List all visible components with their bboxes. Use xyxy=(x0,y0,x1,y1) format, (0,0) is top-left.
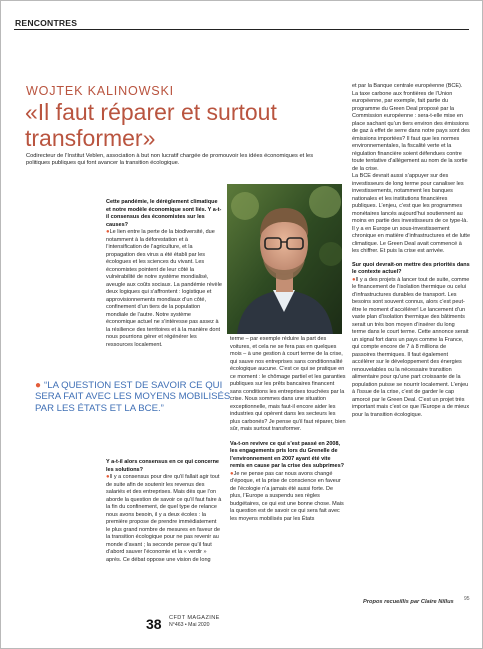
headline: «Il faut réparer et surtout transformer» xyxy=(25,99,277,151)
portrait-illustration xyxy=(227,184,342,334)
question-3: Va-t-on revivre ce qui s’est passé en 2008, les engagements pris lors du Grenelle de l’environnement en 2007 ayant été vite remis en cause par la crise des subprimes? xyxy=(230,440,345,469)
answer-2: ●Il y a consensus pour dire qu’il fallait agir tout de suite afin de soutenir les revenus des salariés et des entreprises. Mais dès que l’on aborde la question de savoir ce qu’il faut faire à la fin du confinement, de quel type de relance nous avons besoin, il y a deux écoles : la première propose de prendre immédiatement le plus grand nombre de mesures en faveur de la transition écologique pour ne pas revenir au monde d’avant ; la seconde pense qu’il faut d’abord sauver l’économie et la « verdir » après. Ce débat oppose une vision de long xyxy=(106,474,222,563)
answer-3-continued: et par la Banque centrale européenne (BCE). La taxe carbone aux frontières de l’Union européenne, par exemple, fait partie du programme du Green Deal proposé par la Commission européenne : sera-t-elle mise en place sachant qu’un tiers environ des émissions de gaz à effet de serre dans notre pays sont des émissions importées? Il faut que les normes environnementales, la fiscalité verte et la régulation financière soient défendues contre toute tentative d’allègement au nom de la sortie de la crise. xyxy=(352,83,470,172)
section-rubric: RENCONTRES xyxy=(15,18,78,28)
bullet-icon: ● xyxy=(106,229,110,235)
issue-info: N°463 • Mai 2020 xyxy=(169,622,210,628)
page-mark: 95 xyxy=(464,596,470,602)
question-4: Sur quoi devrait-on mettre des priorités dans le contexte actuel? xyxy=(352,261,470,275)
column-1 xyxy=(106,199,222,349)
page-number: 38 xyxy=(146,616,162,632)
bullet-icon: ● xyxy=(106,474,110,480)
column-1-lower xyxy=(106,459,222,564)
question-2: Y a-t-il alors consensus en ce qui concerne les solutions? xyxy=(106,459,219,473)
column-3 xyxy=(352,83,470,419)
bullet-icon: ● xyxy=(230,470,234,477)
magazine-name: CFDT MAGAZINE xyxy=(169,615,220,621)
answer-1: ●Le lien entre la perte de la biodiversité, due notamment à la déforestation et à l’intensification de l’agriculture, et la propagation des virus a été établi par les écologues et les sciences du vivant. Les économistes pointent de leur côté la vulnérabilité de notre système mondialisé, aveugle aux coûts sociaux. La pandémie révèle deux logiques qui s’affrontent : logistique et approvisionnements mondiaux d’un côté, confinement d’un tiers de la population mondiale de l’autre. Notre système économique actuel ne s’intéresse pas assez à la résilience des territoires et à la manière dont nous pourrions gérer et régénérer les ressources localement. xyxy=(106,229,222,348)
question-1: Cette pandémie, le dérèglement climatique et notre modèle économique sont liés. Y a-t-il consensus des économistes sur les causes? xyxy=(106,199,222,228)
interview-credit: Propos recueillis par Claire Nillus xyxy=(363,599,454,605)
rubric-divider xyxy=(14,29,469,30)
answer-4: ●Il y a des projets à lancer tout de suite, comme le financement de l’isolation thermique ou celui d’infrastructures durables de transport. Les besoins sont souvent connus, alors c’est peut-être le moment d’accélérer! Le lancement d’un vaste plan d’isolation thermique des bâtiments serait un très bon moyen d’insérer du long terme dans le court terme. Cette annonce serait un signal fort dans un pays comme la France, qui compte encore de 7 à 8 millions de passoires thermiques. Il faut également accélérer sur le développement des énergies renouvelables ou la nécessaire transition alimentaire pour qu’une part croissante de la population puisse se nourrir localement. L’enjeu à l’issue de la crise, c’est de garder le cap amorcé par le Green Deal. C’est un projet très important mais c’est ce que l’Europe a de mieux pour la transition écologique. xyxy=(352,276,470,418)
answer-3: ●Je ne pense pas car nous avons changé d’époque, et la prise de conscience en faveur de l’écologie n’a jamais été aussi forte. De plus, l’Europe a suspendu ses règles budgétaires, ce qui est une bonne chose. Mais la question est de savoir ce qui sera fait avec les moyens mobilisés par les États xyxy=(230,470,344,522)
pull-quote: ● “LA QUESTION EST DE SAVOIR CE QUI SERA FAIT AVEC LES MOYENS MOBILISÉS PAR LES ÉTATS ET LA BCE.” xyxy=(35,380,231,414)
bullet-icon: ● xyxy=(35,380,42,391)
answer-3-continued-2: La BCE devrait aussi s’appuyer sur des investisseurs de long terme pour canaliser les investissements, notamment les banques nationales et les institutions financières publiques. L’enjeu, c’est que les programmes monétaires lancés aujourd’hui soutiennent au moins en partie des investisseurs de ce type-là. Il y a en Europe un sous-investissement chronique en matière d’infrastructures et de lutte climatique. Le Green Deal avait commencé à les chiffrer. Et puis la crise est arrivée. xyxy=(352,173,471,254)
answer-2-continued: terme – par exemple réduire la part des voitures, et cela ne se fera pas en quelques mois – à une gestion à court terme de la crise, qui sauve nos entreprises sans conditionnalité écologique aucune. C’est ce qui se pratique en ce moment : le chômage partiel et les garanties publiques sur les prêts bancaires financent sans conditions les entreprises touchées par la crise. Nous sommes dans une situation exceptionnelle, mais faut-il encore aider les industries qui opèrent dans les secteurs les plus carbonés? Je pense qu’il faut réparer, bien sûr, mais surtout transformer. xyxy=(230,336,346,432)
column-2 xyxy=(230,336,346,523)
portrait-photo xyxy=(227,184,342,334)
bullet-icon: ● xyxy=(352,276,356,283)
author-name: WOJTEK KALINOWSKI xyxy=(26,84,174,98)
intro-text: Codirecteur de l’Institut Veblen, association à but non lucratif chargée de promouvoir les idées économiques et les politiques publiques qui font avancer la transition écologique. xyxy=(26,153,314,167)
